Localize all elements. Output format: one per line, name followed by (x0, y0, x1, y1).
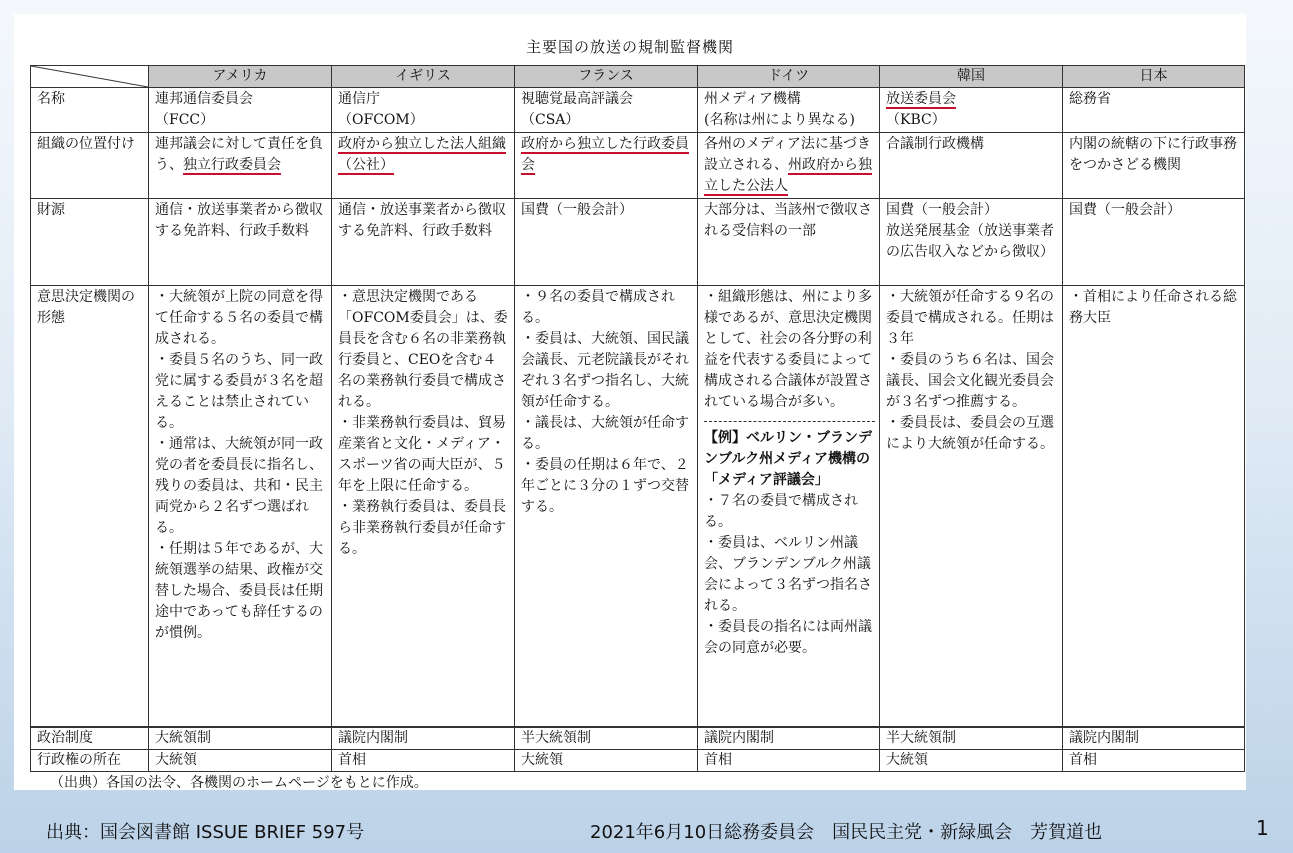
cell-decision-korea: ・大統領が任命する９名の委員で構成される。任期は３年 ・委員のうち６名は、国会議長、国会文化観光委員会が３名ずつ推薦する。 ・委員長は、委員会の互選により大統領が任命する。 (880, 286, 1063, 728)
dashed-divider (704, 421, 875, 422)
cell-decision-usa: ・大統領が上院の同意を得て任命する５名の委員で構成される。 ・委員５名のうち、同一政党に属する委員が３名を超えることは禁止されている。 ・通常は、大統領が同一政党の者を委員長に指名し、残りの委員は、共和・民主両党から２名ずつ選ばれる。 ・任期は５年であるが、大統領選挙の結果、政権が交替した場合、委員長は任期途中であっても辞任するのが慣例。 (149, 286, 332, 728)
underlined-text: 放送委員会 (886, 91, 956, 107)
row-label-political-system: 政治制度 (31, 727, 149, 750)
column-header-japan: 日本 (1063, 66, 1245, 88)
underlined-text: 政府から独立した行政委員会 (521, 136, 689, 173)
cell-name-uk: 通信庁 （OFCOM） (332, 88, 515, 133)
cell-funding-germany: 大部分は、当該州で徴収される受信料の一部 (698, 199, 880, 286)
cell-decision-uk: ・意思決定機関である「OFCOM委員会」は、委員長を含む６名の非業務執行委員と、CEOを含む４名の業務執行委員で構成される。 ・非業務執行委員は、貿易産業省と文化・メディア・スポーツ省の両大臣が、５年を上限に任命する。 ・業務執行委員は、委員長ら非業務執行委員が任命する。 (332, 286, 515, 728)
cell-funding-korea: 国費（一般会計） 放送発展基金（放送事業者の広告収入などから徴収） (880, 199, 1063, 286)
cell-funding-uk: 通信・放送事業者から徴収する免許料、行政手数料 (332, 199, 515, 286)
row-label-executive-power: 行政権の所在 (31, 750, 149, 772)
cell-executive-uk: 首相 (332, 750, 515, 772)
document-sheet (14, 14, 1246, 790)
cell-executive-germany: 首相 (698, 750, 880, 772)
cell-decision-japan: ・首相により任命される総務大臣 (1063, 286, 1245, 728)
cell-political-usa: 大統領制 (149, 727, 332, 750)
underlined-text: 州政府から独立した公法人 (704, 157, 872, 194)
row-label-funding: 財源 (31, 199, 149, 286)
cell-decision-france: ・９名の委員で構成される。 ・委員は、大統領、国民議会議長、元老院議長がそれぞれ３名ずつ指名し、大統領が任命する。 ・議長は、大統領が任命する。 ・委員の任期は６年で、２年ごとに３分の１ずつ交替する。 (515, 286, 698, 728)
example-title: 【例】ベルリン・ブランデンブルク州メディア機構の「メディア評議会」 (704, 430, 872, 488)
cell-funding-japan: 国費（一般会計） (1063, 199, 1245, 286)
source-note: （出典）各国の法令、各機関のホームページをもとに作成。 (50, 775, 428, 791)
cell-executive-japan: 首相 (1063, 750, 1245, 772)
underlined-text: 独立行政委員会 (183, 157, 281, 173)
cell-org-usa: 連邦議会に対して責任を負う、独立行政委員会 (149, 133, 332, 199)
cell-executive-korea: 大統領 (880, 750, 1063, 772)
cell-political-uk: 議院内閣制 (332, 727, 515, 750)
regulatory-bodies-table (30, 65, 1245, 772)
cell-org-korea: 合議制行政機構 (880, 133, 1063, 199)
diagonal-line (31, 66, 148, 87)
header-row (31, 66, 1245, 88)
cell-org-france (515, 133, 698, 199)
cell-political-japan: 議院内閣制 (1063, 727, 1245, 750)
cell-political-korea: 半大統領制 (880, 727, 1063, 750)
cell-funding-france: 国費（一般会計） (515, 199, 698, 286)
footer-source: 出典：国会図書館 ISSUE BRIEF 597号 (46, 822, 365, 843)
cell-executive-usa: 大統領 (149, 750, 332, 772)
table-row-organization (31, 133, 1245, 199)
table-row-decision-body (31, 286, 1245, 728)
cell-funding-usa: 通信・放送事業者から徴収する免許料、行政手数料 (149, 199, 332, 286)
table-row-political-system (31, 727, 1245, 750)
header-corner-cell (31, 66, 149, 88)
cell-org-germany: 各州のメディア法に基づき設立される、州政府から独立した公法人 (698, 133, 880, 199)
cell-executive-france: 大統領 (515, 750, 698, 772)
column-header-korea: 韓国 (880, 66, 1063, 88)
table-row-name (31, 88, 1245, 133)
column-header-usa: アメリカ (149, 66, 332, 88)
column-header-uk: イギリス (332, 66, 515, 88)
cell-name-korea: 放送委員会 （KBC） (880, 88, 1063, 133)
footer-meeting-info: 2021年6月10日総務委員会 国民民主党・新緑風会 芳賀道也 (590, 822, 1103, 843)
table-row-executive-power (31, 750, 1245, 772)
row-label-organization: 組織の位置付け (31, 133, 149, 199)
cell-political-france: 半大統領制 (515, 727, 698, 750)
cell-decision-germany: ・組織形態は、州により多様であるが、意思決定機関として、社会の各分野の利益を代表する委員によって構成される合議体が設置されている場合が多い。 【例】ベルリン・ブランデンブルク州メディア機構の「メディア評議会」 ・７名の委員で構成される。 ・委員は、ベルリン州議会、ブランデンブルク州議会によって３名ずつ指名される。 ・委員長の指名には両州議会の同意が必要。 (698, 286, 880, 728)
document-title: 主要国の放送の規制監督機関 (525, 38, 734, 56)
cell-org-japan: 内閣の統轄の下に行政事務をつかさどる機関 (1063, 133, 1245, 199)
page-number: 1 (1256, 816, 1269, 840)
cell-name-germany: 州メディア機構 (名称は州により異なる) (698, 88, 880, 133)
cell-name-japan: 総務省 (1063, 88, 1245, 133)
cell-political-germany: 議院内閣制 (698, 727, 880, 750)
column-header-france: フランス (515, 66, 698, 88)
cell-name-usa: 連邦通信委員会 （FCC） (149, 88, 332, 133)
slide-footer (0, 812, 1293, 848)
cell-org-uk (332, 133, 515, 199)
row-label-name: 名称 (31, 88, 149, 133)
row-label-decision-body: 意思決定機関の形態 (31, 286, 149, 728)
column-header-germany: ドイツ (698, 66, 880, 88)
cell-name-france: 視聴覚最高評議会 （CSA） (515, 88, 698, 133)
table-row-funding (31, 199, 1245, 286)
underlined-text: 政府から独立した法人組織（公社） (338, 136, 506, 173)
